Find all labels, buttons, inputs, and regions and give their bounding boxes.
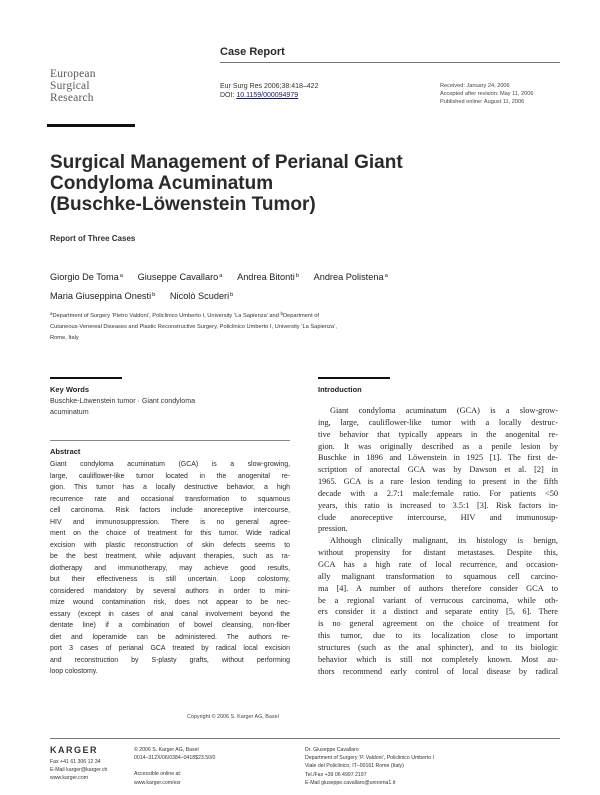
access-url[interactable]: www.karger.com/esr — [134, 779, 181, 786]
intro-line: Giant condyloma acuminatum (GCA) is a slow-grow- — [330, 406, 558, 415]
abstract-line: be the best treatment, while adjuvant therapies, such as ra- — [50, 553, 290, 560]
abstract-line: ment on the choice of treatment for this tumor. Wide radical — [50, 530, 290, 537]
doi-line — [220, 91, 318, 100]
intro-line: is no general agreement on the choice of treatment for — [318, 619, 558, 629]
abstract-line: essary (except in cases of anal canal involvement beyond the — [50, 610, 290, 618]
header-rule — [220, 62, 560, 63]
abstract-line: dentate line) if a combination of bowel cleansing, non-fiber — [50, 622, 290, 629]
intro-line: ing, large, cauliflower-like tumor with a locally destruc- — [318, 417, 558, 427]
abstract-line: considered mandatory by several authors in order to mini- — [50, 587, 290, 595]
affiliation-line: Rome, Italy — [50, 335, 79, 341]
abstract-line: HIV and immunosuppression. There is no general agree- — [50, 518, 290, 526]
author-name: Nicolò Scuderi — [169, 291, 230, 301]
abstract-line: diotherapy and immunotherapy, may achieve good results, — [50, 564, 290, 572]
abstract-line: but their effectiveness is still uncertain. Loop colostomy, — [50, 576, 290, 583]
abstract-line: Giant condyloma acuminatum (GCA) is a slow-growing, — [50, 461, 290, 468]
author-name: Andrea Polistena — [313, 272, 384, 282]
author-name: Maria Giuseppina Onesti — [50, 291, 152, 301]
abstract-line: gion. This tumor has a locally destructive behavior, a high — [50, 484, 290, 491]
keywords-text — [50, 396, 270, 418]
intro-line: structures (such as the anal sphincter), and to its biologic — [318, 642, 558, 652]
author-affil-mark: a — [384, 273, 388, 279]
abstract-body — [50, 459, 290, 678]
author-name: Giorgio De Toma — [50, 272, 119, 282]
abstract-heading: Abstract — [50, 447, 81, 456]
logo-line: Research — [50, 92, 94, 104]
title-line: Surgical Management of Perianal Giant — [50, 152, 403, 173]
date-received: Received: January 24, 2006 — [440, 83, 510, 89]
author-list — [50, 267, 550, 305]
publisher-logo: KARGER — [50, 745, 99, 755]
intro-line: ma [4]. A number of authors therefore consider GCA to — [318, 583, 558, 593]
correspondence-email[interactable]: E-Mail giuseppe.cavallaro@uniroma1.it — [305, 779, 396, 786]
citation: Eur Surg Res 2006;38:418–422 — [220, 83, 319, 90]
section-label: Case Report — [220, 46, 285, 58]
date-accepted: Accepted after revision: May 11, 2006 — [440, 91, 534, 97]
keywords-line: Buschke-Löwenstein tumor · Giant condyloma — [50, 397, 196, 405]
contact-email[interactable]: E-Mail karger@karger.ch — [50, 767, 108, 774]
author-affil-mark: b — [152, 292, 156, 298]
date-published: Published online: August 11, 2006 — [440, 99, 525, 105]
contact-fax: Fax +41 61 306 12 34 — [50, 759, 101, 765]
intro-line: GCA has a high rate of local recurrence, and occasion- — [318, 559, 558, 569]
affiliation-line — [50, 308, 470, 322]
intro-line: scription of anorectal GCA was by Dawson et al. [2] in — [318, 465, 558, 475]
logo-line: European — [50, 68, 96, 80]
author-affil-mark: a — [119, 273, 123, 279]
author-name: Andrea Bitonti — [237, 272, 295, 282]
correspondence-address: Viale del Policlinico, IT–00161 Rome (Italy) — [305, 763, 404, 770]
title-line: (Buschke-Löwenstein Tumor) — [50, 194, 316, 215]
abstract-line: loop colostomy. — [50, 668, 98, 675]
article-subtitle: Report of Three Cases — [50, 234, 136, 243]
keywords-heading: Key Words — [50, 385, 90, 394]
intro-line: pression. — [318, 524, 348, 534]
correspondence-department: Department of Surgery ‘P. Valdoni’, Policlinico Umberto I — [305, 755, 434, 762]
publication-code: 0014–312X/06/0384–0418$23.50/0 — [134, 755, 216, 762]
introduction-heading: Introduction — [318, 385, 362, 394]
correspondence-name: Dr. Giuseppe Cavallaro — [305, 747, 359, 753]
intro-line: tive behavior that typically appears in the anogenital re- — [318, 429, 558, 439]
affil-text: Department of — [282, 313, 319, 319]
intro-line: Although clinically malignant, its histology is benign, — [330, 536, 558, 546]
keywords-line: acuminatum — [50, 408, 89, 416]
abstract-line: diet and loperamide can be administered. The authors re- — [50, 633, 290, 641]
logo-line: Surgical — [50, 80, 90, 92]
contact-website[interactable]: www.karger.com — [50, 775, 89, 782]
author — [138, 267, 223, 286]
abstract-line: mize wound contamination risk, does not appear to be nec- — [50, 599, 290, 606]
intro-line: years, this ratio is increased to 3.5:1 [3]. Risk factors in- — [318, 500, 558, 510]
footer-rule — [50, 738, 560, 739]
keywords-rule — [50, 377, 122, 379]
journal-logo — [50, 68, 140, 104]
intro-line: this tumor, due to its localization close to important — [318, 631, 558, 641]
publication-copyright: © 2006 S. Karger AG, Basel — [134, 747, 199, 753]
author-affil-mark: a — [219, 273, 223, 279]
intro-line: Buschke in 1896 and Löwenstein in 1925 [1]. The first de- — [318, 453, 558, 463]
author-affil-mark: b — [230, 292, 234, 298]
author — [314, 267, 388, 286]
correspondence — [305, 746, 434, 787]
introduction-rule — [318, 377, 390, 379]
abstract-line: port 3 cases of perianal GCA treated by radical local excision — [50, 645, 290, 652]
intro-line: clude anoreceptive intercourse, HIV and immunosup- — [318, 512, 558, 522]
intro-line: ally malignant transformation to squamous cell carcino- — [318, 571, 558, 581]
affiliations — [50, 308, 470, 344]
author — [237, 267, 299, 286]
author — [170, 286, 233, 305]
intro-line: be a regional variant of verrucous carcinoma, while oth- — [318, 595, 558, 605]
abstract-line: and reconstruction by S-plasty grafts, without performing — [50, 656, 290, 664]
intro-line: decade with a 2.7:1 male:female ratio. For patients <50 — [318, 488, 558, 498]
copyright-notice: Copyright © 2006 S. Karger AG, Basel — [187, 714, 279, 720]
abstract-line: cell carcinoma. Risk factors include anoreceptive intercourse, — [50, 507, 290, 514]
abstract-line: large, cauliflower-like tumor located in the anogenital re- — [50, 472, 290, 480]
intro-line: gion. It was originally described as a penile lesion by — [318, 441, 558, 451]
author — [50, 267, 123, 286]
title-accent-bar — [47, 124, 135, 127]
publication-info — [134, 746, 215, 787]
abstract-rule — [50, 440, 290, 441]
intro-line: thors recommend early control of local disease by radical — [318, 666, 558, 676]
access-label: Accessible online at: — [134, 771, 182, 778]
author-affil-mark: b — [295, 273, 300, 279]
citation-block — [220, 82, 318, 100]
affiliation-line: Cutaneous-Venereal Diseases and Plastic Reconstructive Surgery, Policlinico Umberto I, University ‘La Sapienza’, — [50, 324, 337, 330]
doi-label: DOI: — [220, 92, 235, 99]
intro-line: 1965. GCA is a rare lesion tending to present in the fifth — [318, 477, 558, 487]
intro-line: behavior which is still not completely known. Most au- — [318, 654, 558, 664]
author — [50, 286, 155, 305]
intro-line: without propensity for distant metastases. Despite this, — [318, 548, 558, 558]
affil-mark: b — [280, 311, 283, 316]
abstract-line: recurrence rate and occasional transformation to squamous — [50, 495, 290, 503]
article-dates — [440, 82, 534, 106]
abstract-line: excision with plastic reconstruction of skin defects seems to — [50, 541, 290, 549]
affil-mark: a — [50, 311, 53, 316]
doi-link[interactable]: 10.1159/000094979 — [236, 92, 299, 99]
correspondence-phone: Tel./Fax +39 06 4997 2197 — [305, 771, 367, 778]
introduction-body — [318, 405, 558, 677]
article-title — [50, 152, 550, 215]
affil-text: Department of Surgery ‘Pietro Valdoni’, Policlinico Umberto I, University ‘La Sapienza’ and — [52, 313, 281, 319]
author-name: Giuseppe Cavallaro — [137, 272, 219, 282]
title-line: Condyloma Acuminatum — [50, 173, 274, 194]
publisher-contact — [50, 758, 107, 783]
intro-line: ers consider it a distinct and separate entity [5, 6]. There — [318, 607, 558, 617]
